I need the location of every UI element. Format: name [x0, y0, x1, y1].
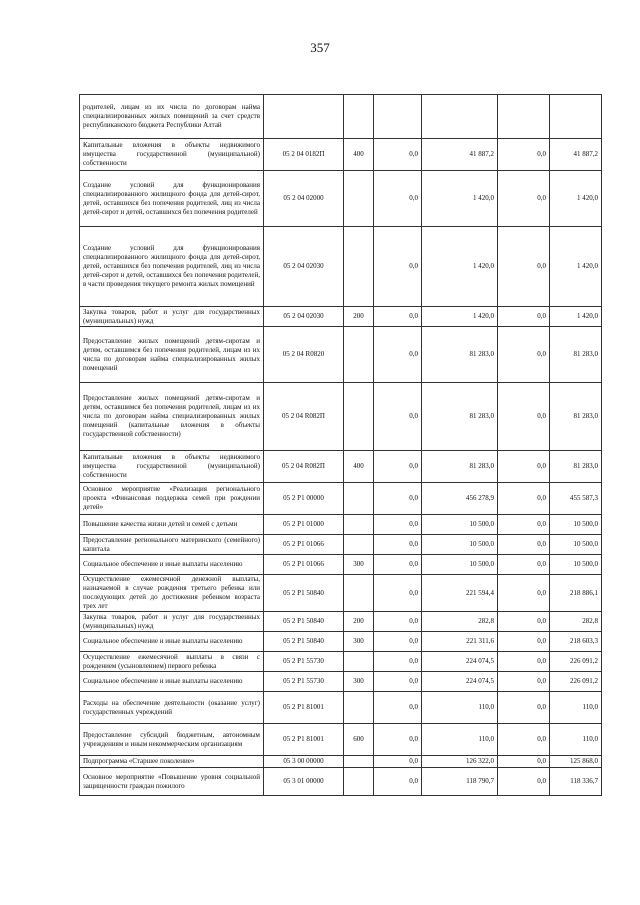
table-row [80, 612, 602, 632]
row-name: Капитальные вложения в объекты недвижимого имущества государственной (муниципальной) собственности [80, 451, 264, 483]
row-code: 05 2 04 02000 [264, 171, 344, 227]
row-amount-3: 0,0 [498, 575, 550, 612]
row-expense-type: 200 [344, 307, 374, 327]
row-amount-3: 0,0 [498, 515, 550, 535]
row-name: Социальное обеспечение и иные выплаты населению [80, 632, 264, 652]
row-amount-4: 118 336,7 [550, 768, 602, 796]
row-name: родителей, лицам из их числа по договорам найма специализированных жилых помещений за счет средств республиканского бюджета Республики Алтай [80, 95, 264, 139]
row-amount-4: 10 500,0 [550, 555, 602, 575]
row-amount-4: 218 886,1 [550, 575, 602, 612]
row-code: 05 2 04 R082П [264, 383, 344, 451]
row-amount-4: 10 500,0 [550, 535, 602, 555]
row-name: Предоставление регионального материнского (семейного) капитала [80, 535, 264, 555]
row-name: Предоставление жилых помещений детям-сиротам и детям, оставшимся без попечения родителей, лицам из их числа по договорам найма специализированных жилых помещений (капитальные вложения в объекты государственной собственности) [80, 383, 264, 451]
row-expense-type [344, 483, 374, 515]
table-row [80, 95, 602, 139]
row-name: Основное мероприятие «Повышение уровня социальной защищенности граждан пожилого [80, 768, 264, 796]
row-amount-2: 1 420,0 [422, 227, 498, 307]
row-name: Подпрограмма «Старшее поколение» [80, 756, 264, 768]
row-amount-3: 0,0 [498, 307, 550, 327]
row-amount-1: 0,0 [374, 307, 422, 327]
row-amount-2: 456 278,9 [422, 483, 498, 515]
row-amount-4: 455 587,3 [550, 483, 602, 515]
row-amount-2: 41 887,2 [422, 139, 498, 171]
row-expense-type [344, 768, 374, 796]
row-expense-type: 400 [344, 451, 374, 483]
row-amount-2: 10 500,0 [422, 535, 498, 555]
row-expense-type: 300 [344, 632, 374, 652]
row-amount-1: 0,0 [374, 327, 422, 383]
row-name: Социальное обеспечение и иные выплаты населению [80, 672, 264, 692]
row-name: Социальное обеспечение и иные выплаты населению [80, 555, 264, 575]
row-amount-2: 110,0 [422, 692, 498, 724]
row-amount-1: 0,0 [374, 756, 422, 768]
row-amount-4: 81 283,0 [550, 327, 602, 383]
row-amount-4: 10 500,0 [550, 515, 602, 535]
row-name: Повышение качества жизни детей и семей с детьми [80, 515, 264, 535]
row-expense-type [344, 383, 374, 451]
row-amount-2: 81 283,0 [422, 383, 498, 451]
row-amount-2: 1 420,0 [422, 307, 498, 327]
row-code: 05 2 P1 55730 [264, 652, 344, 672]
row-amount-1: 0,0 [374, 483, 422, 515]
row-amount-1: 0,0 [374, 575, 422, 612]
row-expense-type [344, 171, 374, 227]
row-code: 05 2 04 R082П [264, 451, 344, 483]
row-name: Закупка товаров, работ и услуг для государственных (муниципальных) нужд [80, 307, 264, 327]
row-name: Предоставление жилых помещений детям-сиротам и детям, оставшимся без попечения родителей, лицам из их числа по договорам найма специализированных жилых помещений [80, 327, 264, 383]
table-row [80, 724, 602, 756]
row-expense-type [344, 95, 374, 139]
table-row [80, 307, 602, 327]
row-amount-2: 110,0 [422, 724, 498, 756]
row-code: 05 3 01 00000 [264, 768, 344, 796]
table-row [80, 555, 602, 575]
table-row [80, 632, 602, 652]
row-amount-3: 0,0 [498, 652, 550, 672]
table-row [80, 483, 602, 515]
row-expense-type [344, 515, 374, 535]
row-amount-3: 0,0 [498, 724, 550, 756]
table-row [80, 171, 602, 227]
table-row [80, 575, 602, 612]
row-amount-1: 0,0 [374, 612, 422, 632]
row-amount-1: 0,0 [374, 139, 422, 171]
row-amount-3: 0,0 [498, 327, 550, 383]
row-amount-3: 0,0 [498, 768, 550, 796]
row-amount-1: 0,0 [374, 451, 422, 483]
row-amount-4: 226 091,2 [550, 672, 602, 692]
budget-table-body [80, 95, 602, 796]
row-amount-2: 10 500,0 [422, 555, 498, 575]
row-code: 05 2 P1 00000 [264, 483, 344, 515]
row-amount-2: 81 283,0 [422, 327, 498, 383]
row-amount-2: 221 594,4 [422, 575, 498, 612]
row-expense-type [344, 756, 374, 768]
row-amount-3: 0,0 [498, 692, 550, 724]
row-expense-type [344, 652, 374, 672]
row-name: Осуществление ежемесячной денежной выплаты, назначаемой в случае рождения третьего ребенка или последующих детей до достижения ребенком возраста трех лет [80, 575, 264, 612]
row-code: 05 3 00 00000 [264, 756, 344, 768]
row-expense-type [344, 535, 374, 555]
table-row [80, 451, 602, 483]
table-row [80, 515, 602, 535]
table-row [80, 383, 602, 451]
row-code: 05 2 04 02030 [264, 307, 344, 327]
row-amount-1: 0,0 [374, 632, 422, 652]
row-amount-2: 221 311,6 [422, 632, 498, 652]
row-amount-3: 0,0 [498, 227, 550, 307]
row-expense-type [344, 575, 374, 612]
row-amount-3 [498, 95, 550, 139]
row-amount-2: 282,8 [422, 612, 498, 632]
row-expense-type: 200 [344, 612, 374, 632]
row-amount-4: 226 091,2 [550, 652, 602, 672]
row-code: 05 2 04 R0820 [264, 327, 344, 383]
row-amount-1: 0,0 [374, 692, 422, 724]
row-code: 05 2 P1 50840 [264, 575, 344, 612]
row-amount-1: 0,0 [374, 383, 422, 451]
row-name: Предоставление субсидий бюджетным, автономным учреждениям и иным некоммерческим организациям [80, 724, 264, 756]
row-amount-4 [550, 95, 602, 139]
row-amount-2 [422, 95, 498, 139]
row-amount-3: 0,0 [498, 535, 550, 555]
row-code: 05 2 P1 50840 [264, 632, 344, 652]
row-amount-4: 81 283,0 [550, 383, 602, 451]
row-amount-3: 0,0 [498, 171, 550, 227]
row-amount-2: 224 074,5 [422, 672, 498, 692]
row-amount-4: 81 283,0 [550, 451, 602, 483]
row-amount-3: 0,0 [498, 383, 550, 451]
row-code: 05 2 P1 50840 [264, 612, 344, 632]
table-row [80, 139, 602, 171]
row-code: 05 2 P1 01000 [264, 515, 344, 535]
table-row [80, 756, 602, 768]
row-amount-1: 0,0 [374, 555, 422, 575]
row-amount-4: 218 603,3 [550, 632, 602, 652]
row-amount-1: 0,0 [374, 672, 422, 692]
row-amount-1: 0,0 [374, 515, 422, 535]
row-expense-type [344, 692, 374, 724]
row-amount-3: 0,0 [498, 139, 550, 171]
row-amount-2: 1 420,0 [422, 171, 498, 227]
page-number: 357 [310, 40, 330, 55]
row-expense-type [344, 327, 374, 383]
row-code: 05 2 04 0182П [264, 139, 344, 171]
row-name: Создание условий для функционирования специализированного жилищного фонда для детей-сирот, детей, оставшихся без попечения родителей, лиц из числа детей-сирот и детей, оставшихся без попечения родителей, в части проведения текущего ремонта жилых помещений [80, 227, 264, 307]
row-amount-1: 0,0 [374, 535, 422, 555]
row-expense-type: 300 [344, 555, 374, 575]
row-amount-3: 0,0 [498, 632, 550, 652]
table-row [80, 535, 602, 555]
row-amount-1: 0,0 [374, 724, 422, 756]
row-amount-1 [374, 95, 422, 139]
row-expense-type: 600 [344, 724, 374, 756]
row-name: Закупка товаров, работ и услуг для государственных (муниципальных) нужд [80, 612, 264, 632]
row-amount-4: 41 887,2 [550, 139, 602, 171]
table-row [80, 672, 602, 692]
row-amount-3: 0,0 [498, 451, 550, 483]
row-amount-1: 0,0 [374, 768, 422, 796]
row-amount-3: 0,0 [498, 483, 550, 515]
row-amount-2: 126 322,0 [422, 756, 498, 768]
row-amount-4: 110,0 [550, 724, 602, 756]
row-amount-3: 0,0 [498, 672, 550, 692]
table-row [80, 652, 602, 672]
row-amount-2: 10 500,0 [422, 515, 498, 535]
row-expense-type: 400 [344, 139, 374, 171]
budget-table [79, 94, 602, 796]
row-code: 05 2 P1 01066 [264, 555, 344, 575]
row-amount-2: 224 074,5 [422, 652, 498, 672]
row-amount-3: 0,0 [498, 612, 550, 632]
row-amount-2: 118 790,7 [422, 768, 498, 796]
row-amount-4: 125 868,0 [550, 756, 602, 768]
row-code: 05 2 P1 81001 [264, 692, 344, 724]
row-expense-type: 300 [344, 672, 374, 692]
row-code [264, 95, 344, 139]
row-amount-1: 0,0 [374, 652, 422, 672]
row-amount-1: 0,0 [374, 171, 422, 227]
table-row [80, 692, 602, 724]
row-amount-3: 0,0 [498, 555, 550, 575]
row-amount-2: 81 283,0 [422, 451, 498, 483]
table-row [80, 768, 602, 796]
row-amount-1: 0,0 [374, 227, 422, 307]
row-code: 05 2 P1 55730 [264, 672, 344, 692]
row-amount-3: 0,0 [498, 756, 550, 768]
row-name: Создание условий для функционирования специализированного жилищного фонда для детей-сирот, детей, оставшихся без попечения родителей, лиц из числа детей-сирот и детей, оставшихся без попечения родителей [80, 171, 264, 227]
table-row [80, 327, 602, 383]
row-code: 05 2 P1 01066 [264, 535, 344, 555]
row-expense-type [344, 227, 374, 307]
row-code: 05 2 P1 81001 [264, 724, 344, 756]
table-row [80, 227, 602, 307]
row-amount-4: 1 420,0 [550, 227, 602, 307]
row-name: Основное мероприятие «Реализация регионального проекта «Финансовая поддержка семей при рождении детей» [80, 483, 264, 515]
row-amount-4: 1 420,0 [550, 171, 602, 227]
row-name: Расходы на обеспечение деятельности (оказание услуг) государственных учреждений [80, 692, 264, 724]
row-code: 05 2 04 02030 [264, 227, 344, 307]
row-name: Капитальные вложения в объекты недвижимого имущества государственной (муниципальной) собственности [80, 139, 264, 171]
row-amount-4: 1 420,0 [550, 307, 602, 327]
row-amount-4: 110,0 [550, 692, 602, 724]
row-name: Осуществление ежемесячной выплаты в связи с рождением (усыновлением) первого ребенка [80, 652, 264, 672]
row-amount-4: 282,8 [550, 612, 602, 632]
